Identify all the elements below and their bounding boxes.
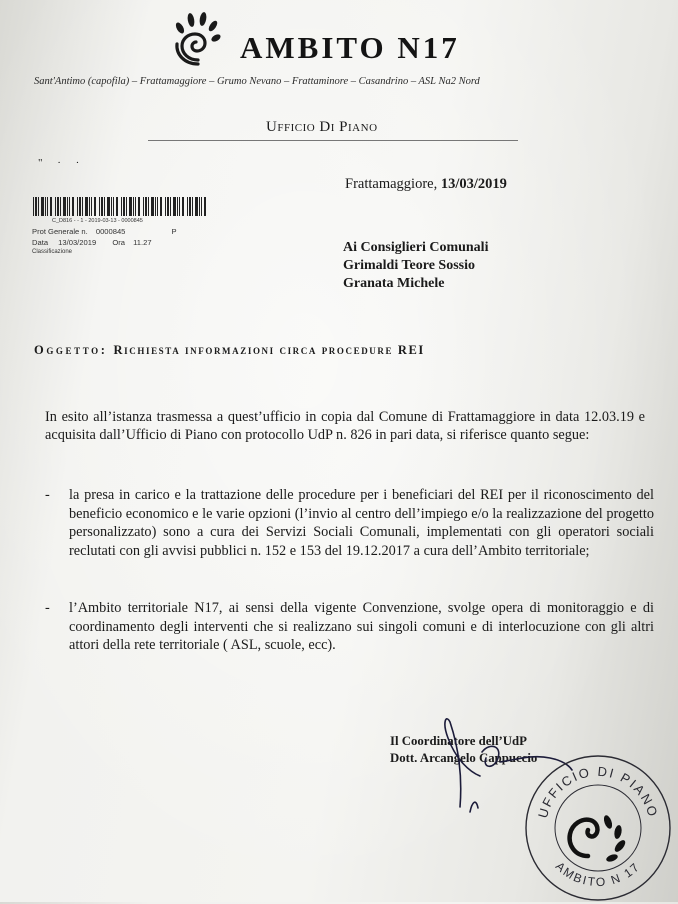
barcode-bar [187,197,188,216]
svg-text:AMBITO N 17 [553,859,643,889]
data-value: 13/03/2019 [58,238,97,247]
barcode-bar [113,197,114,216]
barcode-bar [126,197,127,216]
barcode-bar [121,197,122,216]
barcode-bar [167,197,169,216]
barcode-bar [38,197,39,216]
barcode-bar [89,197,90,216]
barcode-bar [50,197,52,216]
barcode-bar [133,197,134,216]
bullet-dash: - [45,600,50,616]
barcode-bar [47,197,48,216]
barcode-bar [77,197,78,216]
stamp-data-line [32,238,152,247]
barcode-bar [91,197,92,216]
ora-value: 11.27 [133,238,152,247]
barcode-bar [165,197,166,216]
barcode-bar [69,197,70,216]
barcode-bar [55,197,56,216]
barcode-bar [57,197,59,216]
prot-label: Prot Generale n. [32,227,88,236]
list-item-text: l’Ambito territoriale N17, ai sensi della vigente Convenzione, svolge opera di monitoraggio e di coordinamento degli interventi che si realizzano sui singoli comuni e di interlocuzione con gli altri attori della rete territoriale ( ASL, scuole, ecc). [69,600,654,653]
margin-marks: " · · [38,157,86,169]
barcode-bar [85,197,88,216]
subject-text: Richiesta informazioni circa procedure REI [113,343,425,357]
barcode-bar [189,197,191,216]
recipient-line: Ai Consiglieri Comunali [343,240,489,255]
place-date [345,176,507,193]
barcode-bar [173,197,176,216]
prot-suffix: P [171,227,177,236]
barcode-bar [35,197,37,216]
barcode-bar [135,197,136,216]
barcode-bar [195,197,198,216]
barcode-bar [94,197,96,216]
intro-paragraph: In esito all’istanza trasmessa a quest’ufficio in copia dal Comune di Frattamaggiore in data 12.03.19 e acquisita dall’Ufficio di Piano con protocollo UdP n. 826 in pari data, si riferisce quanto segue: [45,409,645,443]
barcode-bar [160,197,162,216]
header-divider [148,140,518,141]
barcode-bar [63,197,66,216]
list-item-text: la presa in carico e la trattazione delle procedure per i beneficiari del REI per il riconoscimento del beneficio economico e le varie opzioni (l’invio al centro dell’impiego e/o la realizzazione del progetto personalizzato) sono a cura dei Servizi Sociali Comunali, implementati con gli operatori sociali reclutati con gli avvisi pubblici n. 152 e 153 del 19.12.2017 a cura dell’Ambito territoriale; [69,487,654,559]
barcode-bar [192,197,193,216]
barcode-bar [199,197,200,216]
recipient-line: Granata Michele [343,276,445,291]
subject-label: Oggetto: [34,343,108,357]
stamp-code: C_D816 - - 1 - 2019-03-13 - 0000845 [52,218,143,224]
svg-text:UFFICIO DI PIANO [535,764,661,820]
barcode-bar [111,197,112,216]
barcode-bar [41,197,44,216]
barcode-bar [143,197,144,216]
barcode-bar [104,197,105,216]
barcode-bar [182,197,184,216]
barcode-bar [177,197,178,216]
signer-role: Il Coordinatore dell’UdP [390,734,527,748]
barcode-bar [67,197,68,216]
barcode-bar [33,197,34,216]
recipients-block [343,239,488,293]
stamp-prot-line [32,227,177,236]
signer-name: Dott. Arcangelo Cappuccio [390,751,538,765]
ambito-logo-icon [168,8,228,70]
barcode-bar [129,197,132,216]
bullet-dash: - [45,487,50,503]
barcode-bar [148,197,149,216]
barcode-bar [155,197,156,216]
barcode-bar [99,197,100,216]
place: Frattamaggiore, [345,176,441,192]
barcode-bar [107,197,110,216]
ora-label: Ora [112,238,125,247]
barcode-bar [145,197,147,216]
office-name: Ufficio Di Piano [266,119,378,135]
subject-line [34,343,425,358]
barcode-bar [157,197,158,216]
protocol-stamp [30,197,212,273]
barcode-bar [170,197,171,216]
barcode-bar [151,197,154,216]
barcode-bar [201,197,202,216]
barcode-bar [45,197,46,216]
recipient-line: Grimaldi Teore Sossio [343,258,475,273]
page-title: AMBITO N17 [240,30,460,65]
data-label: Data [32,238,49,247]
seal-bottom-text: AMBITO N 17 [552,859,644,890]
office-seal-icon [522,752,674,904]
barcode-bar [179,197,180,216]
municipalities-line: Sant'Antimo (capofila) – Frattamaggiore – Grumo Nevano – Frattaminore – Casandrino – ASL Na2 Nord [34,76,480,87]
seal-top-text: UFFICIO DI PIANO [534,763,662,820]
barcode-bar [72,197,74,216]
barcode-bar [79,197,81,216]
barcode-bar [60,197,61,216]
stamp-class-line: Classificazione [32,249,73,255]
date: 13/03/2019 [440,176,507,192]
prot-number: 0000845 [95,227,126,236]
barcode-bar [204,197,206,216]
barcode-icon [33,197,209,216]
barcode-bar [101,197,103,216]
barcode-bar [116,197,118,216]
barcode-bar [138,197,140,216]
barcode-bar [82,197,83,216]
barcode-bar [123,197,125,216]
